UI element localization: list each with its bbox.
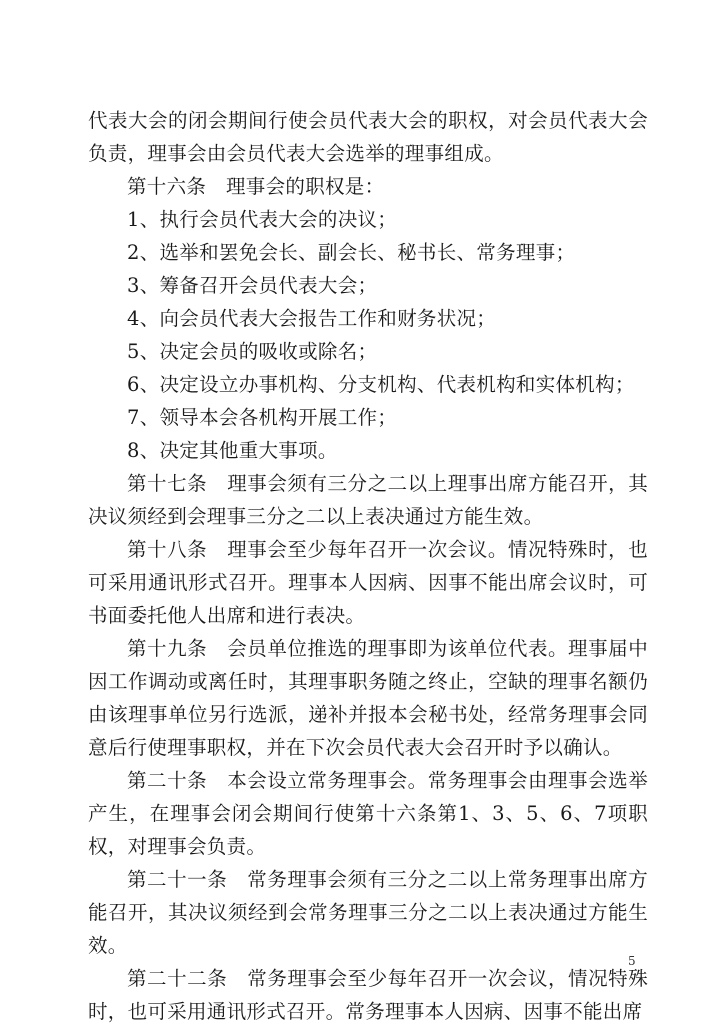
paragraph: 第十七条 理事会须有三分之二以上理事出席方能召开，其决议须经到会理事三分之二以上表决通过方能生效。 [88, 472, 648, 528]
paragraph: 2、选举和罢免会长、副会长、秘书长、常务理事； [127, 241, 576, 264]
paragraph: 1、执行会员代表大会的决议； [127, 208, 398, 231]
paragraph: 7、领导本会各机构开展工作； [127, 406, 398, 429]
page-number: 5 [628, 954, 636, 968]
paragraph: 6、决定设立办事机构、分支机构、代表机构和实体机构； [127, 373, 635, 396]
paragraph: 5、决定会员的吸收或除名； [127, 340, 378, 363]
paragraph: 第十六条 理事会的职权是： [127, 175, 385, 198]
paragraph: 第二十一条 常务理事会须有三分之二以上常务理事出席方能召开，其决议须经到会常务理事三分之二以上表决通过方能生效。 [88, 868, 648, 957]
paragraph: 第二十条 本会设立常务理事会。常务理事会由理事会选举产生，在理事会闭会期间行使第十六条第1、3、5、6、7项职权，对理事会负责。 [88, 769, 648, 858]
paragraph: 第十八条 理事会至少每年召开一次会议。情况特殊时，也可采用通讯形式召开。理事本人因病、因事不能出席会议时，可书面委托他人出席和进行表决。 [88, 538, 648, 627]
paragraph: 代表大会的闭会期间行使会员代表大会的职权，对会员代表大会负责，理事会由会员代表大会选举的理事组成。 [88, 109, 648, 165]
paragraph: 第二十二条 常务理事会至少每年召开一次会议，情况特殊时，也可采用通讯形式召开。常务理事本人因病、因事不能出席 [88, 967, 648, 1023]
paragraph: 8、决定其他重大事项。 [127, 439, 338, 462]
paragraph: 3、筹备召开会员代表大会； [127, 274, 378, 297]
paragraph: 第十九条 会员单位推选的理事即为该单位代表。理事届中因工作调动或离任时，其理事职务随之终止，空缺的理事名额仍由该理事单位另行选派，递补并报本会秘书处，经常务理事会同意后行使理事职权，并在下次会员代表大会召开时予以确认。 [88, 637, 648, 759]
body-text [88, 104, 648, 1028]
paragraph: 4、向会员代表大会报告工作和财务状况； [127, 307, 497, 330]
